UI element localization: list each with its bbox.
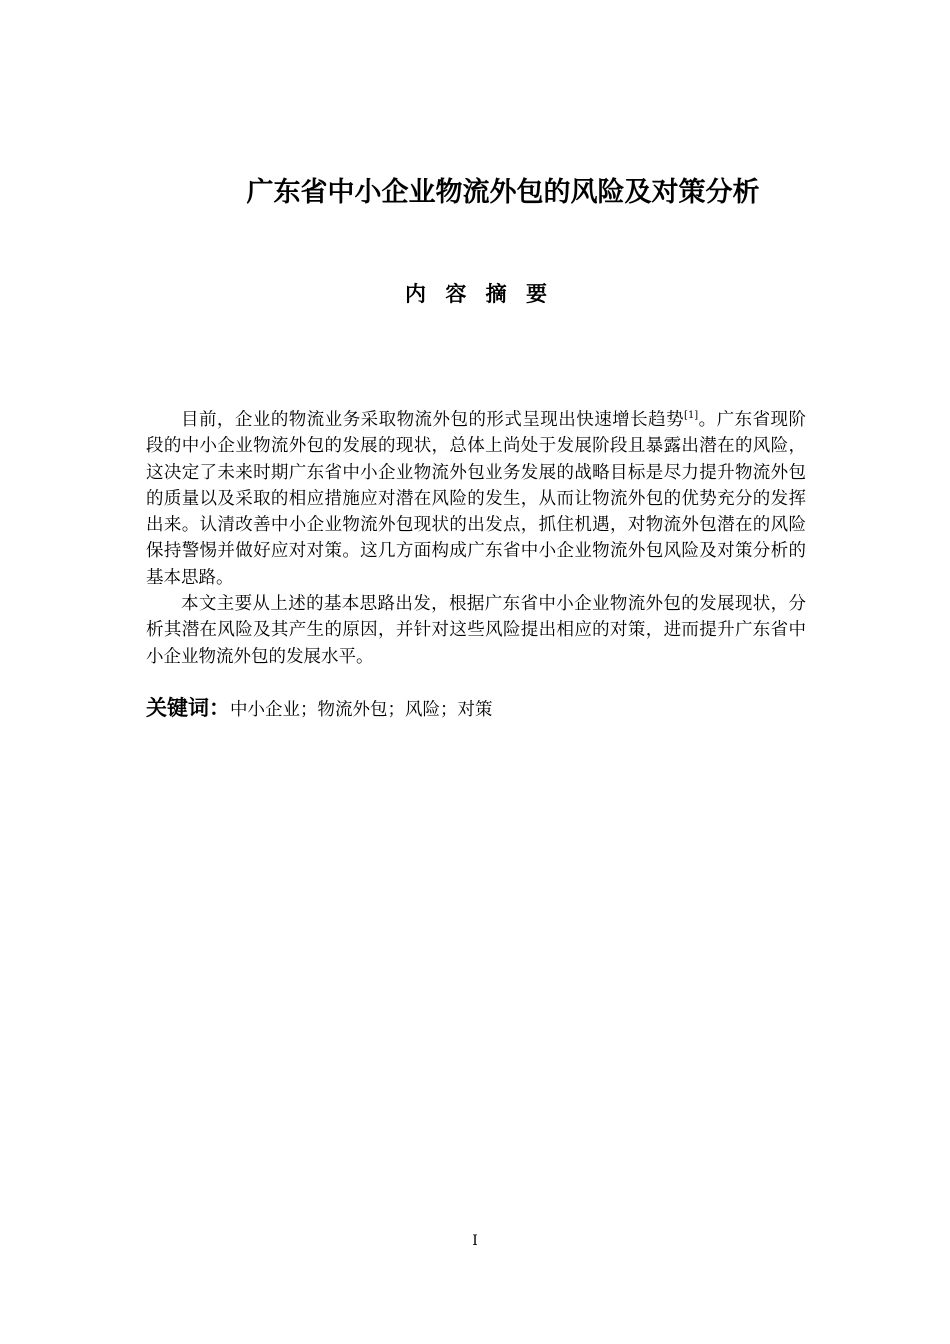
keywords-value: 中小企业；物流外包；风险；对策 bbox=[230, 700, 493, 720]
page-number: I bbox=[472, 1233, 478, 1249]
abstract-heading: 内 容 摘 要 bbox=[405, 282, 547, 306]
abstract-paragraph-2: 本文主要从上述的基本思路出发，根据广东省中小企业物流外包的发展现状，分析其潜在风险及其产生的原因，并针对这些风险提出相应的对策，进而提升广东省中小企业物流外包的发展水平。 bbox=[146, 594, 806, 667]
abstract-paragraph-1 bbox=[146, 407, 806, 591]
citation-reference: [1] bbox=[684, 410, 699, 422]
abstract-paragraph-1-text: 目前，企业的物流业务采取物流外包的形式呈现出快速增长趋势 bbox=[181, 410, 685, 430]
keywords-label: 关键词： bbox=[146, 696, 230, 720]
keywords-line bbox=[146, 693, 806, 726]
document-title: 广东省中小企业物流外包的风险及对策分析 bbox=[246, 177, 760, 208]
abstract-paragraph-1-continuation: 。广东省现阶段的中小企业物流外包的发展的现状，总体上尚处于发展阶段且暴露出潜在的风险，这决定了未来时期广东省中小企业物流外包业务发展的战略目标是尽力提升物流外包的质量以及采取的相应措施应对潜在风险的发生，从而让物流外包的优势充分的发挥出来。认清改善中小企业物流外包现状的出发点，抓住机遇，对物流外包潜在的风险保持警惕并做好应对对策。这几方面构成广东省中小企业物流外包风险及对策分析的基本思路。 bbox=[146, 410, 807, 588]
abstract-body bbox=[146, 407, 806, 670]
